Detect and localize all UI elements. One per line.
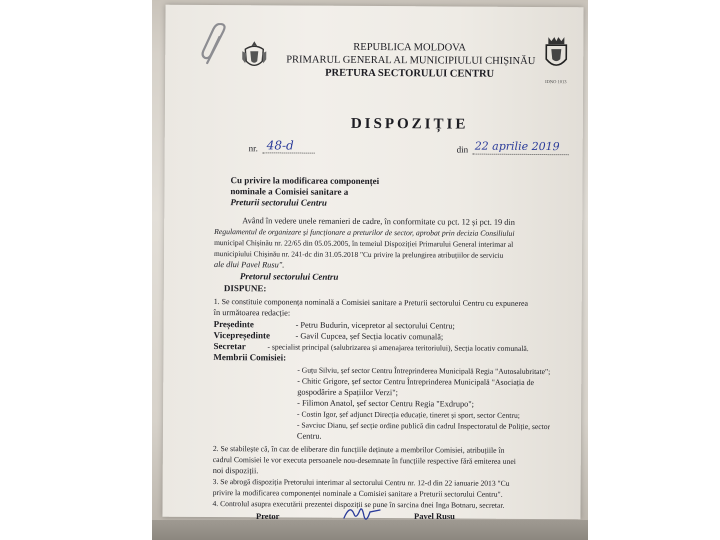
signature-name: Pavel Rusu: [414, 511, 455, 521]
document-photo: [152, 0, 588, 540]
member-line-2: - Chitic Grigore, șef sector Centru Întreprinderea Municipală "Asociația de: [297, 376, 535, 387]
member-line-3: gospodărire a Spațiilor Verzi";: [297, 387, 398, 398]
point-1-line-2: în următoarea redacție:: [213, 308, 291, 318]
number-underline: [263, 152, 315, 153]
moldova-coat-of-arms-icon: [241, 39, 267, 73]
member-line-4: - Filimon Anatol, șef sector Centru Regia "Exdrupo";: [297, 398, 475, 409]
point-2-line-2: cadrul Comisiei le vor executa persoanele nou-desemnate în funcțiile respective fără emiterea unei: [212, 455, 516, 466]
date-underline: [473, 154, 569, 156]
document-title: DISPOZIȚIE: [350, 115, 469, 133]
dispune-heading: DISPUNE:: [223, 283, 267, 294]
subject-line-3: Preturii sectorului Centru: [230, 197, 327, 208]
preamble-line-1: Având în vedere unele remanieri de cadre, în conformitate cu pct. 12 și pct. 19 din: [242, 216, 515, 227]
photo-bottom-edge: [152, 511, 588, 540]
point-4-line-1: 4. Controlul asupra executării prezentei dispoziții se pune în sarcina dnei Inga Botnaru, secretar.: [212, 499, 505, 510]
subject-line-1: Cu privire la modificarea componenței: [230, 175, 380, 187]
header-pretura: PRETURA SECTORULUI CENTRU: [325, 67, 495, 80]
members-heading: Membrii Comisiei:: [213, 352, 287, 363]
number-value: 48-d: [266, 138, 294, 153]
role-vicepresident-text: - Gavil Cupcea, șef Secția locativ comunală;: [295, 331, 444, 342]
date-label: din: [456, 144, 469, 155]
member-line-1: - Guțu Silviu, șef sector Centru Întreprinderea Municipală Regia "Autosalubritate";: [297, 365, 551, 377]
number-label: nr.: [248, 143, 258, 154]
point-2-line-1: 2. Se stabilește că, în caz de eliberare din funcțiile deținute a membrilor Comisiei, atribuțiile în: [212, 444, 505, 455]
document-page: [162, 5, 583, 520]
point-1-line-1: 1. Se constituie componența nominală a Comisiei sanitare a Preturii sectorului Centru cu expunerea: [213, 297, 529, 308]
member-line-5: - Costin Igor, șef adjunct Direcția educație, tineret și sport, sector Centru;: [297, 409, 520, 420]
signature-title: Pretor: [256, 511, 280, 521]
role-vicepresident-label: Vicepreședinte: [213, 330, 271, 341]
point-3-line-1: 3. Se abrogă dispoziția Pretorului interimar al sectorului Centru nr. 12-d din 22 ianuarie 2013 "Cu: [212, 477, 510, 488]
point-3-line-2: privire la modificarea componenței nominale a Comisiei sanitare a Preturii sectorului Centru".: [212, 488, 503, 499]
authority: Pretorul sectorului Centru: [239, 271, 339, 282]
subject-line-2: nominale a Comisiei sanitare a: [230, 186, 349, 197]
preamble-line-2: Regulamentul de organizare și funcționare a preturilor de sector, aprobat prin decizia Consiliului: [214, 227, 515, 238]
preamble-line-3: municipal Chișinău nr. 22/65 din 05.05.2005, în temeiul Dispoziției Primarului General interimar al: [214, 238, 514, 249]
role-president-label: Președinte: [213, 319, 254, 330]
handwritten-signature-icon: [340, 502, 386, 526]
chisinau-coat-of-arms-icon: [541, 35, 571, 75]
preamble-line-5: ale dlui Pavel Rusu".: [213, 260, 285, 270]
preamble-line-4: municipiului Chișinău nr. 241-dc din 31.05.2018 "Cu privire la prelungirea atribuțiilor de serviciu: [214, 249, 504, 260]
member-line-6: - Savciuc Dianu, șef secție ordine publică din cadrul Inspectoratul de Poliție, sector: [296, 420, 551, 432]
date-value: 22 aprilie 2019: [474, 139, 560, 154]
header-institution: PRIMARUL GENERAL AL MUNICIPIULUI CHIȘINĂU: [286, 54, 536, 67]
point-2-line-3: noi dispoziții.: [212, 466, 259, 476]
paperclip-icon: [201, 23, 231, 67]
role-president-text: - Petru Budurin, vicepretor al sectorului Centru;: [295, 320, 455, 331]
stamp-code: IDNO 1013: [545, 79, 567, 85]
role-secretary-text: - specialist principal (salubrizarea și amenajarea teritoriului), Secția locativ comunală.: [267, 342, 529, 353]
header-country: REPUBLICA MOLDOVA: [353, 41, 467, 54]
role-secretary-label: Secretar: [213, 341, 246, 352]
member-line-7: Centru.: [296, 431, 322, 441]
